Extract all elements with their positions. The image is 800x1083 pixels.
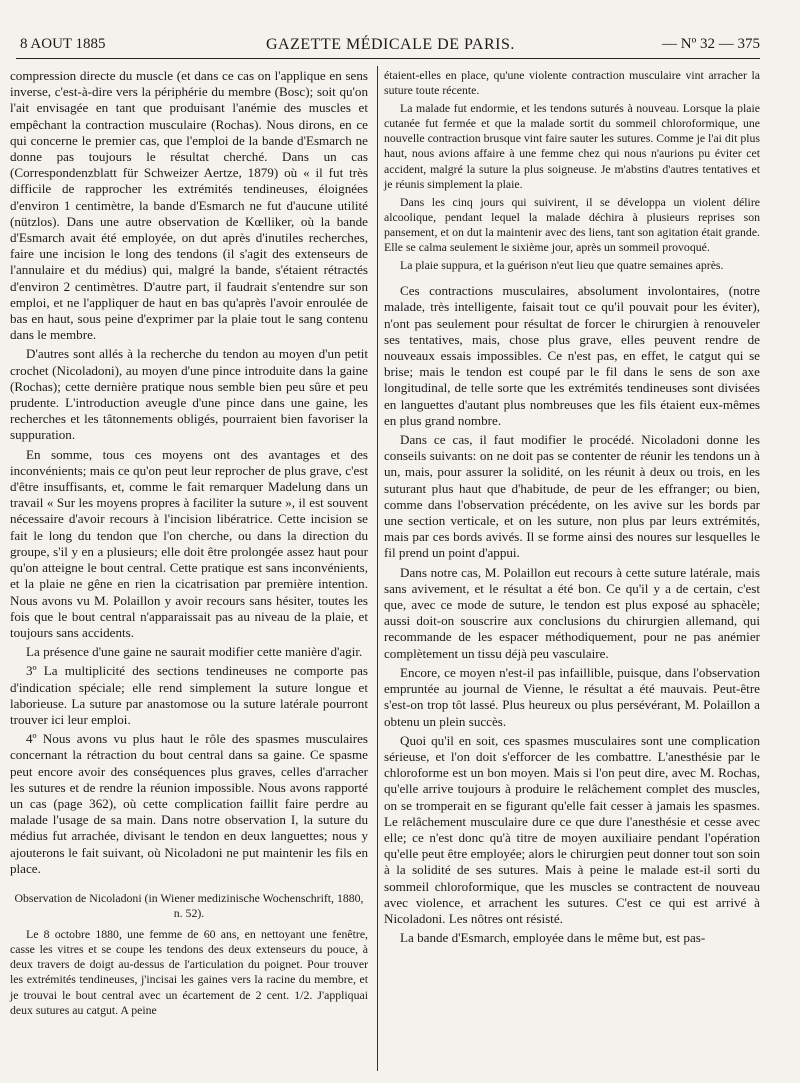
column-divider xyxy=(377,66,378,1071)
paragraph: 4º Nous avons vu plus haut le rôle des spasmes musculaires concernant la rétraction du bout central dans sa gaine. Ce spasme peut encore avoir des conséquences plus graves, celles d'arracher les sutures et de rendre la réunion impossible. Nous avons rapporté un cas (page 362), où cette complication faillit faire perdre au malade l'usage de sa main. Dans notre observation I, la suture du médius fut arrachée, divisant le tendon en deux languettes; nous y ajouterons le fait suivant, où Nicoladoni ne put maintenir les fils en place. xyxy=(10,731,368,876)
observation-paragraph: La malade fut endormie, et les tendons suturés à nouveau. Lorsque la plaie cutanée fut fermée et que la malade sortit du sommeil chloroformique, une nouvelle contraction brusque vint faire sauter les sutures. Comme je l'ai dit plus haut, nous avions affaire à une femme chez qui nous n'aurions pu éviter cet accident, malgré la suture la plus soigneuse. Je m'abstins d'autres tentatives et je réunis simplement la plaie. xyxy=(384,101,760,191)
paragraph: Dans ce cas, il faut modifier le procédé. Nicoladoni donne les conseils suivants: on ne doit pas se contenter de réunir les tendons un à un, mais, pour assurer la solidité, on les réunit à deux ou trois, en les suturant plus haut que d'habitude, de peur de les effranger; ou bien, comme dans l'observation précédente, on les avive sur les bords par une section verticale, et on les suture, non plus par leurs extrémités, mais par ces bords avivés. Il se forme ainsi des noures sur lesquelles le fil prend un point d'appui. xyxy=(384,432,760,561)
paragraph: Encore, ce moyen n'est-il pas infaillible, puisque, dans l'observation empruntée au journal de Vienne, le résultat a été mauvais. Peut-être s'est-on trop tôt lassé. Plus heureux ou plus persévérant, M. Polaillon a obtenu un plein succès. xyxy=(384,664,760,729)
paragraph: compression directe du muscle (et dans ce cas on l'applique en sens inverse, c'est-à-dire vers la périphérie du membre (Bosc); soit qu'on l'ait envisagée en tant que produisant l'anémie des muscles et empêchant la contraction musculaire (Rochas). Nous dirons, en ce qui concerne le premier cas, que l'emploi de la bande d'Esmarch ne donne pas toujours le résultat cherché. Dans un cas (Correspondenzblatt für Schweizer Aertze, 1879) où « il fut très difficile de rapprocher les extrémités tendineuses, éloignées d'environ 1 centimètre, la bande d'Esmarch ne fut d'aucune utilité (nützlos). Dans une autre observation de Kœlliker, où la bande d'Esmarch avait été employée, on dut après d'inutiles recherches, faire une incision le long des tendons (il s'agit des extenseurs de l'annulaire et du médius) qui, malgré la bande, s'étaient rétractés d'environ 2 centimètres. D'autre part, il faudrait s'entendre sur son emploi, et ne l'appliquer de haut en bas qu'après l'avoir enroulée de bas en haut, sous peine d'exprimer par la plaie tout le sang contenu dans le membre. xyxy=(10,68,368,343)
observation-caption: Observation de Nicoladoni (in Wiener medizinische Wochenschrift, 1880, n. 52). xyxy=(14,890,364,921)
paragraph: En somme, tous ces moyens ont des avantages et des inconvénients; mais ce qu'on peut leur reprocher de plus grave, c'est d'être insuffisants, et, comme le fait remarquer Madelung dans un travail « Sur les moyens propres à faciliter la suture », il est souvent nécessaire d'avoir recours à l'incision libératrice. Cette incision se fait le long du tendon que l'on cherche, ou dans la direction du groupe, s'il y en a plusieurs; elle doit être prolongée assez haut pour qu'on atteigne le bout central. Cette pratique est sans inconvénients, et la plaie ne gêne en rien la cicatrisation par première intention. Nous avons vu M. Polaillon y avoir recours sans hésiter, toutes les fois que le bout central n'apparaissait pas au niveau de la plaie, et toujours sans accidents. xyxy=(10,446,368,640)
journal-title: GAZETTE MÉDICALE DE PARIS. xyxy=(266,36,515,53)
paragraph: La bande d'Esmarch, employée dans le même but, est pas- xyxy=(400,930,706,946)
observation-paragraph: étaient-elles en place, qu'une violente contraction musculaire vint arracher la suture toute récente. xyxy=(384,68,760,98)
paragraph: Quoi qu'il en soit, ces spasmes musculaires sont une complication sérieuse, et l'on doit s'efforcer de les combattre. L'anesthésie par le chloroforme est un bon moyen. Mais si l'on peut dire, avec M. Rochas, qu'elle arrive toujours à produire le relâchement complet des muscles, on se tromperait en se figurant qu'elle fait cesser à jamais les spasmes. Le relâchement musculaire dure ce que dure l'anesthésie et cesse avec elle; ce n'est donc qu'à titre de moyen auxiliaire pendant l'opération qu'elle peut être employée; alors le chirurgien peut donner tout son soin à la solidité de ses sutures. Mais à peine le malade est-il sorti du sommeil chloroformique, que les muscles se contractent de nouveau avec violence, et arrachent les sutures. C'est ce qui est arrivé à Nicoladoni. Les nôtres ont résisté. xyxy=(384,732,760,926)
observation-paragraph: La plaie suppura, et la guérison n'eut lieu que quatre semaines après. xyxy=(400,258,724,273)
header-rule xyxy=(16,58,760,59)
paragraph: Dans notre cas, M. Polaillon eut recours à cette suture latérale, mais sans avivement, et le résultat a été bon. Ce qu'il y a de certain, c'est que, avec ce mode de suture, le tendon est plus exposé au sphacèle; aussi doit-on souscrire aux conclusions du chirurgien allemand, qui recommande de les espacer méthodiquement, pour ne pas anémier complètement un tissu déjà peu vasculaire. xyxy=(384,564,760,661)
paragraph: Ces contractions musculaires, absolument involontaires, (notre malade, très intelligente, faisait tout ce qu'il pouvait pour les éviter), n'ont pas seulement pour résultat de forcer le chirurgien à renouveler ses tentatives, mais, chose plus grave, elles peuvent rendre de nouveaux essais impossibles. Ce n'est pas, en effet, le catgut qui se brise; mais le tendon est coupé par le fil dans le sens de son axe longitudinal, de telle sorte que les extrémités tendineuses sont divisées en languettes d'autant plus nombreuses que les fils étaient eux-mêmes en plus grand nombre. xyxy=(384,283,760,428)
issue-date: 8 AOUT 1885 xyxy=(20,36,106,52)
left-column xyxy=(10,68,368,1021)
observation-paragraph: Dans les cinq jours qui suivirent, il se développa un violent délire alcoolique, pendant lequel la malade déchira à plusieurs reprises son pansement, et on dut la maintenir avec des liens, tant son agitation était grande. Elle se calma seulement le sixième jour, après un sommeil provoqué. xyxy=(384,194,760,255)
page-number: — Nº 32 — 375 xyxy=(662,36,760,52)
page-header xyxy=(16,36,760,58)
paragraph: 3º La multiplicité des sections tendineuses ne comporte pas d'indication spéciale; elle rend simplement la suture longue et laborieuse. La suture par anastomose ou la suture latérale pourront trouver ici leur emploi. xyxy=(10,663,368,727)
observation-paragraph: Le 8 octobre 1880, une femme de 60 ans, en nettoyant une fenêtre, casse les vitres et se coupe les tendons des deux extenseurs du pouce, à deux travers de doigt au-dessus de l'articulation du poignet. Pour trouver les extrémités tendineuses, j'incisai les gaines vers la racine du membre, et je trouvai le bout central avec un écartement de 2 cent. 1/2. J'appliquai deux sutures au catgut. A peine xyxy=(10,927,368,1017)
paragraph: D'autres sont allés à la recherche du tendon au moyen d'un petit crochet (Nicoladoni), au moyen d'une pince introduite dans la gaine (Rochas); cette dernière pratique nous semble bien peu sûre et peu prudente. L'introduction aveugle d'une pince dans une gaine, les recherches et les tâtonnements obligés, pourraient bien favoriser la suppuration. xyxy=(10,346,368,443)
paragraph: La présence d'une gaine ne saurait modifier cette manière d'agir. xyxy=(26,644,363,660)
right-column xyxy=(384,68,760,949)
